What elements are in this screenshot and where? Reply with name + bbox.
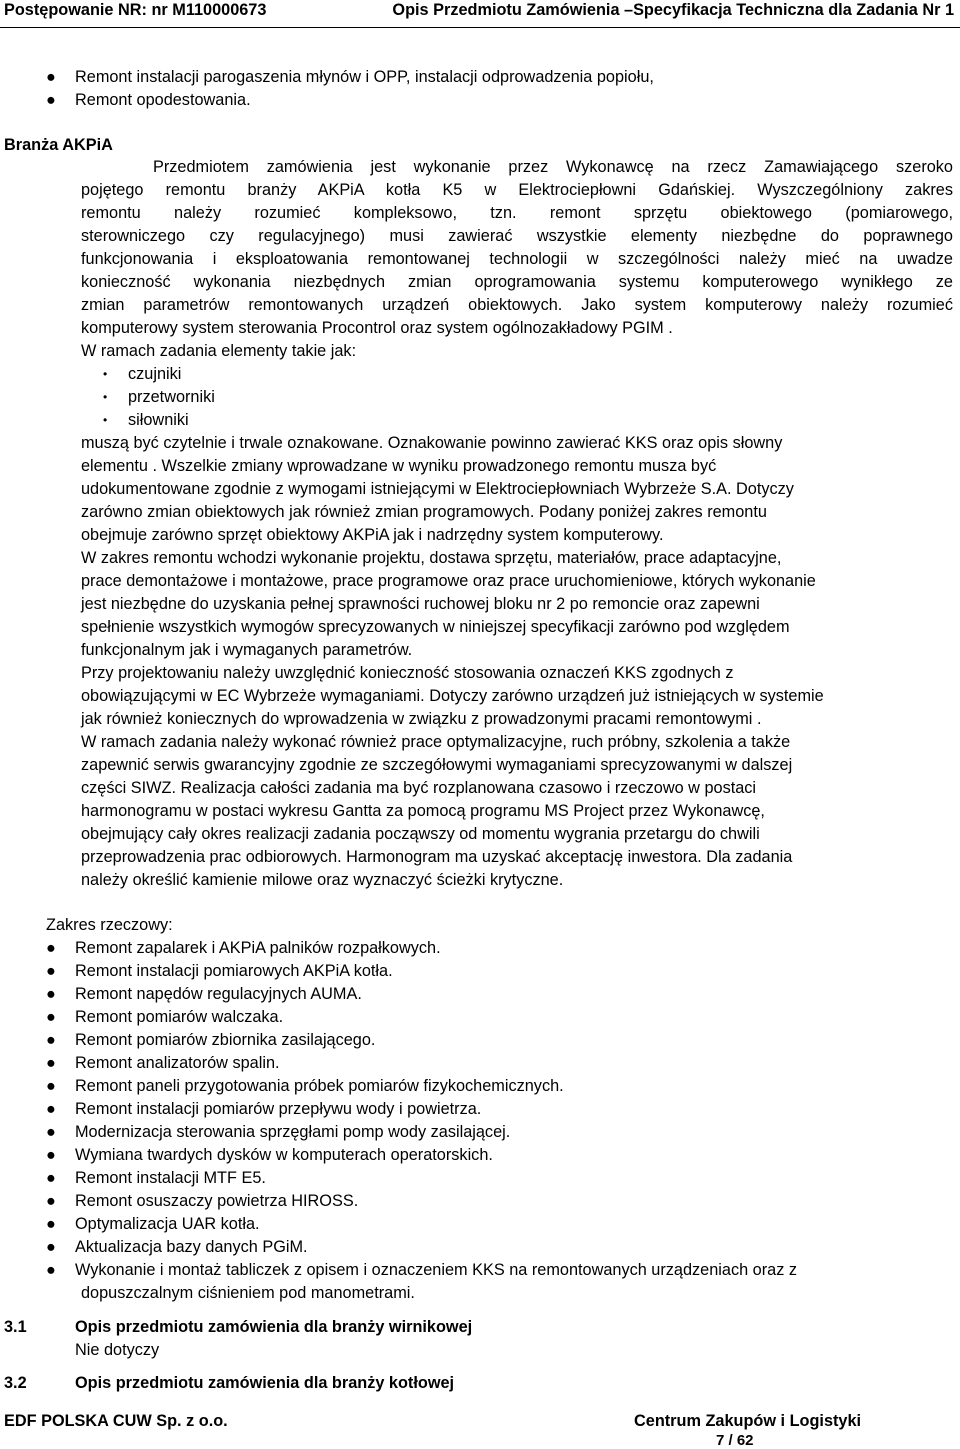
header-tender-number: Postępowanie NR: nr M110000673	[4, 1, 267, 19]
paragraph-line: konieczność wykonania niezbędnych zmian oprogramowania systemu komputerowego wynikłego ze	[81, 273, 953, 291]
paragraph-line: harmonogramu w postaci wykresu Gantta za pomocą programu MS Project przez Wykonawcę,	[81, 802, 765, 820]
paragraph-line: udokumentowane zgodnie z wymogami istniejącymi w Elektrociepłowniach Wybrzeże S.A. Dotyczy	[81, 480, 794, 498]
paragraph-line: zapewnić serwis gwarancyjny zgodnie ze szczegółowymi wymaganiami sprecyzowanymi w dalszej	[81, 756, 793, 774]
paragraph-line: funkcjonowania i eksploatowania remontowanej technologii w szczególności należy mieć na uwadze	[81, 250, 953, 268]
header-document-title: Opis Przedmiotu Zamówienia –Specyfikacja Techniczna dla Zadania Nr 1	[392, 1, 954, 19]
footer-department: Centrum Zakupów i Logistyki	[634, 1412, 862, 1430]
section-title-3-1: Opis przedmiotu zamówienia dla branży wirnikowej	[75, 1318, 473, 1336]
section-number-3-1: 3.1	[4, 1318, 27, 1336]
paragraph-line: elementu . Wszelkie zmiany wprowadzane w wyniku prowadzonego remontu musza być	[81, 457, 717, 475]
paragraph-line: zmian parametrów remontowanych urządzeń obiektowych. Jako system komputerowy należy rozumieć	[81, 296, 953, 314]
paragraph-line: jest niezbędne do uzyskania pełnej sprawności ruchowej bloku nr 2 po remoncie oraz zapewni	[81, 595, 760, 613]
paragraph-line: prace demontażowe i montażowe, prace programowe oraz prace uruchomieniowe, których wykonanie	[81, 572, 816, 590]
paragraph-line: muszą być czytelnie i trwale oznakowane. Oznakowanie powinno zawierać KKS oraz opis słowny	[81, 434, 783, 452]
section-heading-akpia: Branża AKPiA	[4, 136, 113, 154]
paragraph-line: obejmujący cały okres realizacji zadania począwszy od momentu wygrania przetargu do chwili	[81, 825, 760, 843]
section-title-3-2: Opis przedmiotu zamówienia dla branży kotłowej	[75, 1374, 455, 1392]
paragraph-line: W ramach zadania elementy takie jak:	[81, 342, 357, 360]
paragraph-line: zarówno zmian obiektowych jak również zmian programowych. Podany poniżej zakres remontu	[81, 503, 767, 521]
section-number-3-2: 3.2	[4, 1374, 27, 1392]
page-number: 7 / 62	[716, 1432, 754, 1449]
page-header	[0, 0, 960, 28]
zakres-heading: Zakres rzeczowy:	[46, 916, 173, 934]
paragraph-line: W ramach zadania należy wykonać również prace optymalizacyjne, ruch próbny, szkolenia a także	[81, 733, 791, 751]
paragraph-line: spełnienie wszystkich wymogów sprecyzowanych w niniejszej specyfikacji zarówno pod względem	[81, 618, 790, 636]
footer-company: EDF POLSKA CUW Sp. z o.o.	[4, 1412, 228, 1430]
section-body-3-1: Nie dotyczy	[75, 1341, 160, 1359]
paragraph-line: pojętego remontu branży AKPiA kotła K5 w Elektrociepłowni Gdańskiej. Wyszczególniony zakres	[81, 181, 953, 199]
paragraph-line: Przy projektowaniu należy uwzględnić konieczność stosowania oznaczeń KKS zgodnych z	[81, 664, 734, 682]
paragraph-line: obowiązującymi w EC Wybrzeże wymaganiami. Dotyczy zarówno urządzeń już istniejących w systemie	[81, 687, 824, 705]
paragraph-line: komputerowy system sterowania Procontrol oraz system ogólnozakładowy PGIM .	[81, 319, 673, 337]
paragraph-line: przeprowadzenia prac odbiorowych. Harmonogram ma uzyskać akceptację inwestora. Dla zadania	[81, 848, 793, 866]
paragraph-line: należy określić kamienie milowe oraz wyznaczyć ścieżki krytyczne.	[81, 871, 564, 889]
paragraph-line: części SIWZ. Realizacja całości zadania ma być rozplanowana czasowo i rzeczowo w postaci	[81, 779, 757, 797]
paragraph-line: funkcjonalnym jak i wymaganych parametrów.	[81, 641, 413, 659]
paragraph-line: W zakres remontu wchodzi wykonanie projektu, dostawa sprzętu, materiałów, prace adaptacyjne,	[81, 549, 782, 567]
paragraph-line: Przedmiotem zamówienia jest wykonanie przez Wykonawcę na rzecz Zamawiającego szeroko	[153, 158, 953, 176]
list-item-continuation: dopuszczalnym ciśnieniem pod manometrami.	[81, 1284, 415, 1302]
paragraph-line: jak również koniecznych do wprowadzenia w związku z prowadzonymi pracami remontowymi .	[81, 710, 762, 728]
paragraph-line: remontu należy rozumieć kompleksowo, tzn. remont sprzętu obiektowego (pomiarowego,	[81, 204, 953, 222]
paragraph-line: sterowniczego czy regulacyjnego) musi zawierać wszystkie elementy niezbędne do poprawnego	[81, 227, 953, 245]
paragraph-line: obejmuje zarówno sprzęt obiektowy AKPiA jak i nadrzędny system komputerowy.	[81, 526, 664, 544]
